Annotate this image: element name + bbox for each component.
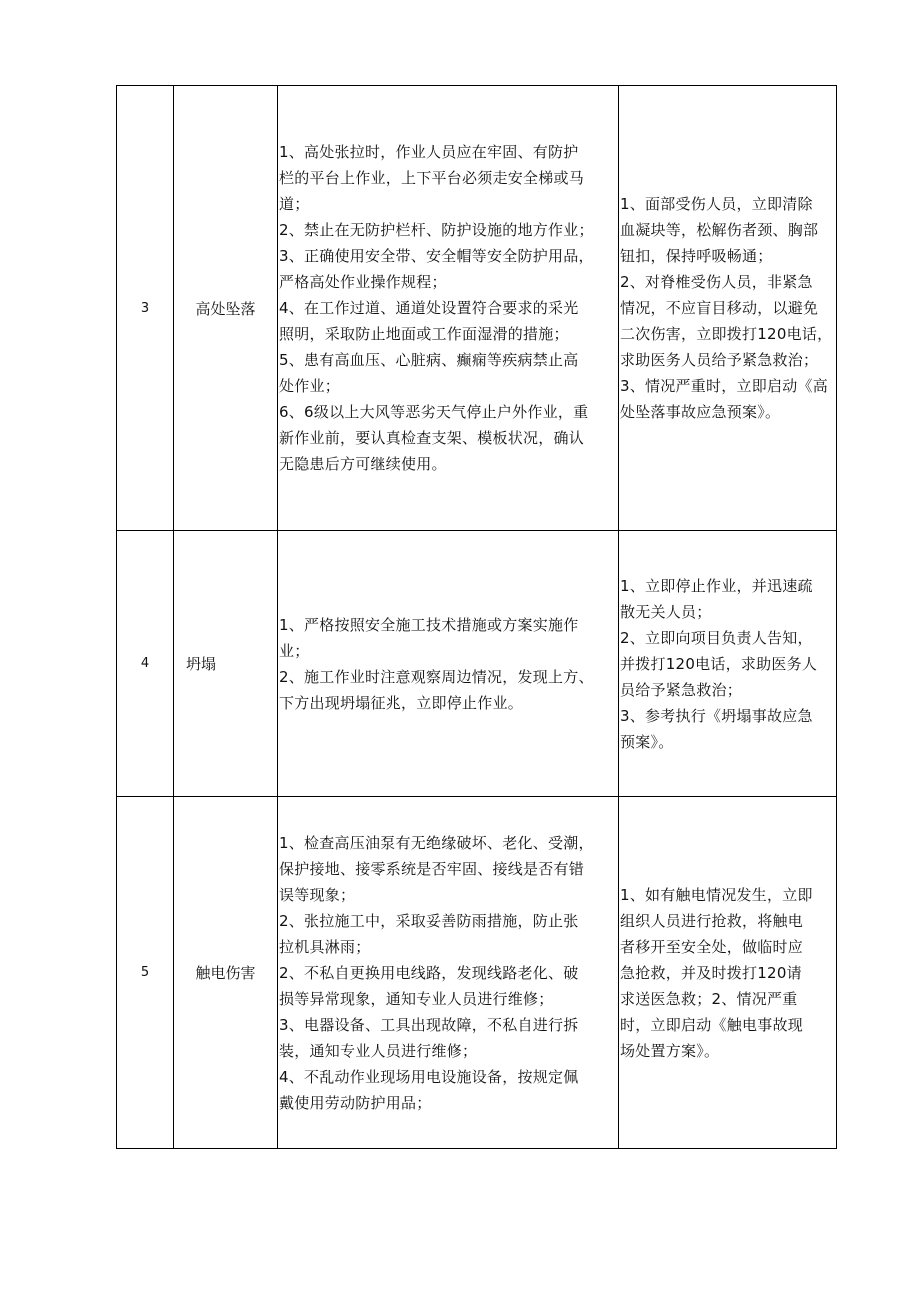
emergency-response [619,531,837,797]
table-row [117,531,837,797]
text-line: 情况，不应盲目移动，以避免 [620,299,819,317]
text-line: 4、不乱动作业现场用电设施设备，按规定佩 [279,1067,579,1086]
text-line: 组织人员进行抢救，将触电 [620,911,804,930]
row-number: 5 [117,797,174,1149]
text-line: 者移开至安全处，做临时应 [620,937,804,956]
prevention-measures [278,797,619,1149]
text-line: 处作业； [279,377,341,395]
text-line: 1、高处张拉时，作业人员应在牢固、有防护 [279,143,579,161]
text-line: 3、参考执行《坍塌事故应急 [620,706,813,725]
text-line: 1、面部受伤人员，立即清除 [620,195,813,213]
text-line: 2、禁止在无防护栏杆、防护设施的地方作业； [279,221,594,239]
text-line: 二次伤害，立即拨打120电话， [620,325,833,343]
text-line: 2、立即向项目负责人告知， [620,628,813,647]
prevention-measures [278,531,619,797]
text-line: 戴使用劳动防护用品； [279,1093,432,1112]
text-line: 新作业前，要认真检查支架、模板状况，确认 [279,429,585,447]
table-row [117,797,837,1149]
emergency-response [619,797,837,1149]
text-line: 道； [279,195,310,213]
hazard-type: 坍塌 [174,531,278,797]
text-line: 预案》。 [620,732,674,751]
text-line: 急抢救，并及时拨打120请 [620,963,802,982]
text-line: 3、情况严重时，立即启动《高 [620,377,829,395]
text-line: 钮扣，保持呼吸畅通； [620,247,773,265]
text-line: 2、不私自更换用电线路，发现线路老化、破 [279,963,579,982]
text-line: 误等现象； [279,885,356,904]
text-line: 1、立即停止作业，并迅速疏 [620,576,813,595]
text-line: 拉机具淋雨； [279,937,371,956]
text-line: 场处置方案》。 [620,1041,720,1060]
row-number: 4 [117,531,174,797]
text-line: 保护接地、接零系统是否牢固、接线是否有错 [279,859,585,878]
emergency-response [619,86,837,531]
text-line: 严格高处作业操作规程； [279,273,447,291]
text-line: 求助医务人员给予紧急救治； [620,351,819,369]
text-line: 1、如有触电情况发生，立即 [620,885,813,904]
hazard-type: 高处坠落 [174,86,278,531]
text-line: 无隐患后方可继续使用。 [279,455,447,473]
text-line: 损等异常现象，通知专业人员进行维修； [279,989,554,1008]
text-line: 业； [279,641,310,660]
text-line: 处坠落事故应急预案》。 [620,403,781,421]
text-line: 装，通知专业人员进行维修； [279,1041,478,1060]
text-line: 3、电器设备、工具出现故障，不私自进行拆 [279,1015,579,1034]
text-line: 照明，采取防止地面或工作面湿滑的措施； [279,325,569,343]
text-line: 1、严格按照安全施工技术措施或方案实施作 [279,615,579,634]
text-line: 2、施工作业时注意观察周边情况，发现上方、 [279,667,594,686]
text-line: 血凝块等，松解伤者颈、胸部 [620,221,819,239]
text-line: 2、张拉施工中，采取妥善防雨措施，防止张 [279,911,579,930]
text-line: 并拨打120电话，求助医务人 [620,654,818,673]
hazard-measures-table [116,85,837,1149]
text-line: 6、6级以上大风等恶劣天气停止户外作业，重 [279,403,589,421]
text-line: 4、在工作过道、通道处设置符合要求的采光 [279,299,579,317]
text-line: 求送医急救；2、情况严重 [620,989,798,1008]
row-number: 3 [117,86,174,531]
text-line: 5、患有高血压、心脏病、癫痫等疾病禁止高 [279,351,579,369]
text-line: 下方出现坍塌征兆，立即停止作业。 [279,693,524,712]
text-line: 时，立即启动《触电事故现 [620,1015,804,1034]
table-row [117,86,837,531]
text-line: 栏的平台上作业，上下平台必须走安全梯或马 [279,169,585,187]
text-line: 3、正确使用安全带、安全帽等安全防护用品， [279,247,594,265]
prevention-measures [278,86,619,531]
text-line: 散无关人员； [620,602,712,621]
text-line: 员给予紧急救治； [620,680,743,699]
hazard-type: 触电伤害 [174,797,278,1149]
text-line: 2、对脊椎受伤人员，非紧急 [620,273,813,291]
text-line: 1、检查高压油泵有无绝缘破坏、老化、受潮， [279,833,594,852]
